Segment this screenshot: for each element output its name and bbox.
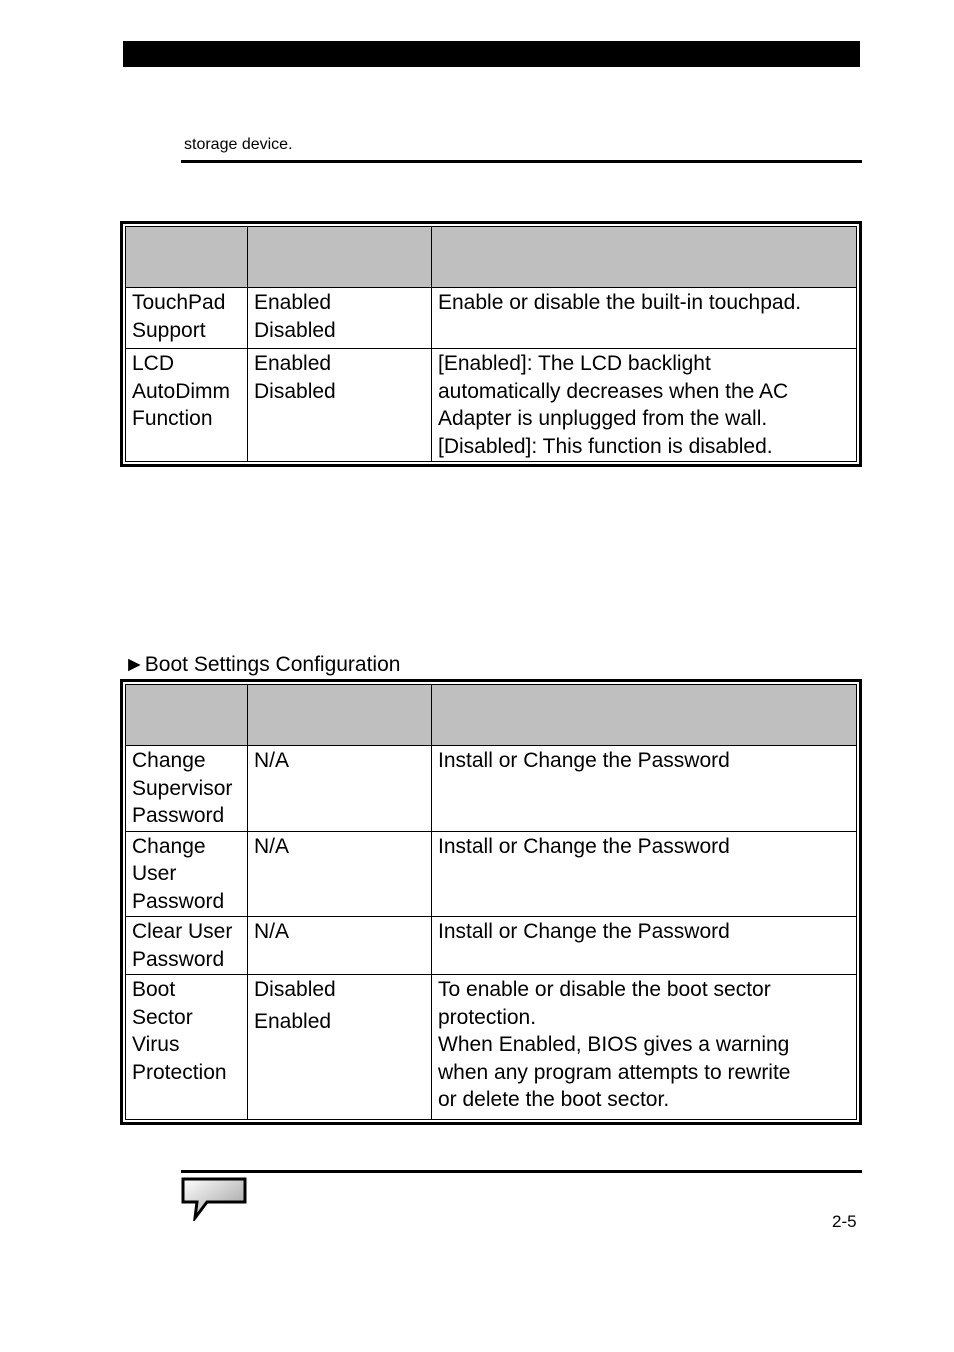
table-row [126,288,857,349]
item-cell [126,917,248,975]
description-text: protection. [438,1005,537,1029]
description-text: Install or Change the Password [438,920,730,943]
description-text: Enable or disable the built-in touchpad. [438,291,802,314]
table-row [126,975,857,1120]
options-cell [248,746,432,832]
item-text: Password [132,947,225,971]
item-text: Supervisor [132,776,233,800]
header-cell-item [126,227,248,288]
header-cell-description [432,227,857,288]
options-cell [248,975,432,1120]
description-text: when any program attempts to rewrite [438,1060,791,1084]
description-cell [432,917,857,975]
description-text: To enable or disable the boot sector [438,978,771,1001]
description-text: automatically decreases when the AC [438,379,789,403]
item-text: Support [132,318,206,342]
options-cell [248,831,432,917]
item-text: AutoDimm [132,379,231,403]
option-text: Disabled [254,379,336,403]
arrow-right-icon: ► [124,653,145,676]
description-text: [Disabled]: This function is disabled. [438,434,773,458]
description-cell [432,746,857,832]
header-cell-item [126,685,248,746]
options-cell [248,349,432,462]
item-cell [126,349,248,462]
settings-table-advanced [120,221,862,467]
table-row [126,831,857,917]
option-text: Enabled [254,352,332,375]
option-text: N/A [254,749,290,772]
description-text: or delete the boot sector. [438,1088,670,1111]
description-text: Adapter is unplugged from the wall. [438,407,768,430]
header-cell-options [248,685,432,746]
item-text: LCD [132,352,175,375]
table-row [126,349,857,462]
intro-divider [181,160,862,163]
note-speech-bubble-icon [181,1177,249,1221]
option-text: N/A [254,834,290,858]
item-cell [126,288,248,349]
section-title-text: Boot Settings Configuration [144,653,401,676]
item-text: Change [132,834,206,858]
item-cell [126,746,248,832]
item-text: Function [132,407,213,430]
table-header-row [126,227,857,288]
item-text: Password [132,889,225,913]
description-text: [Enabled]: The LCD backlight [438,352,711,375]
table-row [126,917,857,975]
settings-table-boot [120,679,862,1125]
item-text: Sector [132,1005,193,1029]
description-text: Install or Change the Password [438,834,730,858]
item-text: TouchPad [132,291,226,314]
option-text: Enabled [254,291,332,314]
table-row [126,746,857,832]
option-text: Disabled [254,978,336,1001]
header-bar [123,41,860,67]
option-text: N/A [254,920,290,943]
page-number: 2-5 [832,1212,857,1231]
header-cell-description [432,685,857,746]
options-cell [248,917,432,975]
description-cell [432,831,857,917]
footer-divider [181,1170,862,1173]
options-cell [248,288,432,349]
item-cell [126,975,248,1120]
item-cell [126,831,248,917]
description-text: When Enabled, BIOS gives a warning [438,1033,790,1056]
item-text: Clear User [132,920,233,943]
item-text: Boot [132,978,176,1001]
item-text: Virus [132,1033,180,1056]
intro-text: storage device. [184,136,293,153]
item-text: Protection [132,1060,227,1084]
table-header-row [126,685,857,746]
header-cell-options [248,227,432,288]
description-cell [432,288,857,349]
option-text: Disabled [254,318,336,342]
description-cell [432,975,857,1120]
item-text: Change [132,749,206,772]
description-cell [432,349,857,462]
description-text: Install or Change the Password [438,749,730,772]
item-text: User [132,862,177,885]
option-text: Enabled [254,1009,332,1033]
section-title [124,652,400,678]
item-text: Password [132,804,225,827]
